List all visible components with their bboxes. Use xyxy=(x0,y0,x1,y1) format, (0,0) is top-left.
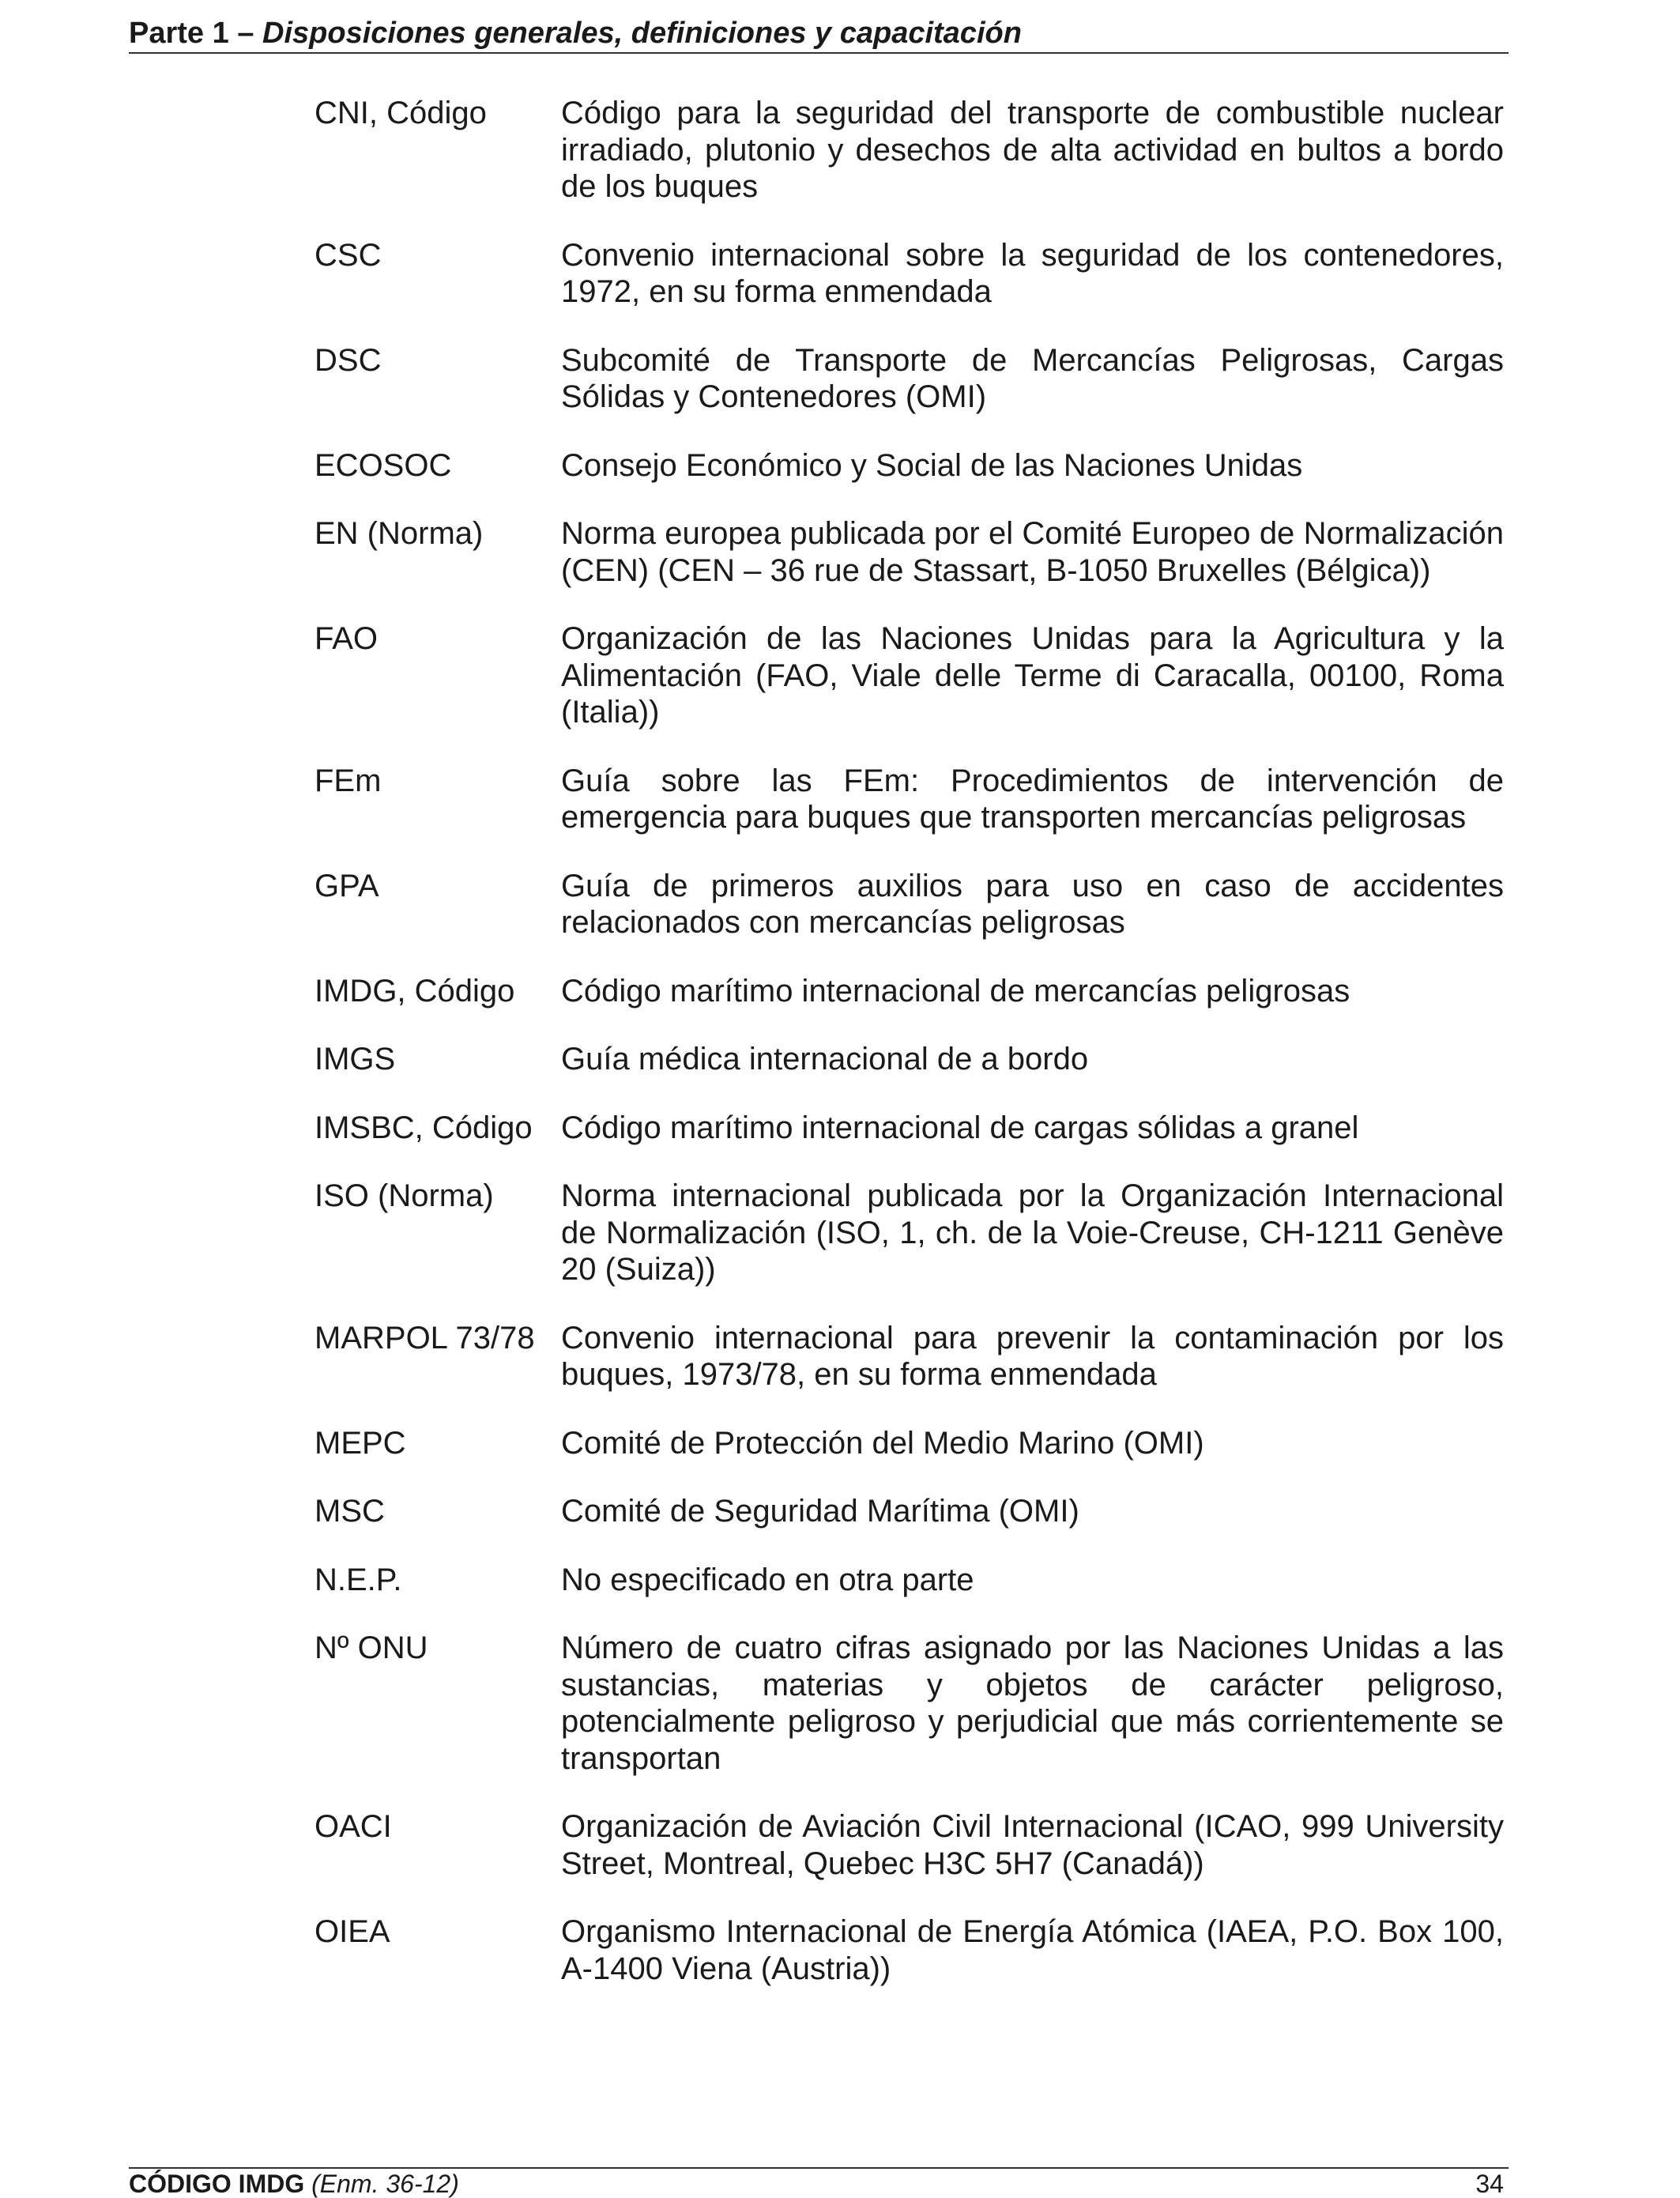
glossary-term: FAO xyxy=(315,621,379,656)
glossary-entry xyxy=(315,620,1504,731)
glossary-entry xyxy=(315,1808,1504,1882)
glossary-definition: Comité de Protección del Medio Marino (OMI) xyxy=(561,1425,1204,1461)
glossary-term: ISO (Norma) xyxy=(315,1178,494,1213)
page-number: 34 xyxy=(1475,2170,1504,2198)
glossary-term: MEPC xyxy=(315,1425,406,1461)
glossary-entry xyxy=(315,342,1504,416)
glossary-entry xyxy=(315,237,1504,311)
glossary-entry xyxy=(315,1425,1504,1462)
glossary-entry xyxy=(315,868,1504,941)
glossary-term: MSC xyxy=(315,1494,385,1529)
running-header xyxy=(129,17,1509,54)
glossary-entry xyxy=(315,1913,1504,1987)
glossary-definition: Organismo Internacional de Energía Atómica (IAEA, P.O. Box 100, A-1400 Viena (Austria)) xyxy=(561,1914,1504,1986)
glossary-entry xyxy=(315,1041,1504,1078)
glossary-definition: Guía médica internacional de a bordo xyxy=(561,1042,1089,1076)
footer-reference xyxy=(129,2172,459,2196)
glossary-definition: Guía sobre las FEm: Procedimientos de intervención de emergencia para buques que transporten mercancías peligrosas xyxy=(561,763,1504,835)
glossary-term: OACI xyxy=(315,1809,392,1844)
glossary-entry xyxy=(315,1630,1504,1777)
glossary-definition: Organización de Aviación Civil Internacional (ICAO, 999 University Street, Montreal, Quebec H3C 5H7 (Canadá)) xyxy=(561,1809,1504,1881)
glossary-definition: Guía de primeros auxilios para uso en caso de accidentes relacionados con mercancías peligrosas xyxy=(561,868,1504,940)
glossary-term: FEm xyxy=(315,763,382,798)
glossary-definition: No especificado en otra parte xyxy=(561,1562,974,1597)
glossary-term: IMSBC, Código xyxy=(315,1110,533,1145)
header-separator: – xyxy=(237,17,254,50)
glossary-definition: Norma europea publicada por el Comité Europeo de Normalización (CEN) (CEN – 36 rue de Stassart, B-1050 Bruxelles (Bélgica)) xyxy=(561,516,1504,588)
glossary-entry xyxy=(315,763,1504,836)
glossary-definition: Código marítimo internacional de cargas sólidas a granel xyxy=(561,1110,1359,1145)
glossary-definition: Código marítimo internacional de mercancías peligrosas xyxy=(561,973,1350,1009)
glossary-term: ECOSOC xyxy=(315,447,452,483)
glossary-term: N.E.P. xyxy=(315,1562,402,1597)
glossary-entry xyxy=(315,95,1504,205)
glossary-definition: Código para la seguridad del transporte de combustible nuclear irradiado, plutonio y desechos de alta actividad en bultos a bordo de los buques xyxy=(561,96,1504,204)
header-part: Parte 1 xyxy=(129,17,229,50)
header-title: Disposiciones generales, definiciones y capacitación xyxy=(262,17,1022,50)
glossary-definition: Consejo Económico y Social de las Naciones Unidas xyxy=(561,447,1303,483)
glossary-term: EN (Norma) xyxy=(315,516,484,551)
glossary-entry xyxy=(315,515,1504,589)
glossary-definition: Convenio internacional sobre la seguridad de los contenedores, 1972, en su forma enmendada xyxy=(561,237,1504,309)
glossary-term: IMGS xyxy=(315,1042,396,1076)
running-footer xyxy=(129,2167,1509,2196)
glossary-entry xyxy=(315,973,1504,1010)
glossary-term: Nº ONU xyxy=(315,1631,428,1665)
glossary-entry xyxy=(315,1493,1504,1530)
glossary-definition: Norma internacional publicada por la Organización Internacional de Normalización (ISO, 1, ch. de la Voie-Creuse, CH-1211 Genève 20 (Suiza)) xyxy=(561,1178,1504,1287)
glossary-definition: Subcomité de Transporte de Mercancías Peligrosas, Cargas Sólidas y Contenedores (OMI) xyxy=(561,342,1504,414)
glossary-term: MARPOL 73/78 xyxy=(315,1320,535,1355)
footer-code: CÓDIGO IMDG xyxy=(129,2170,305,2198)
glossary-term: OIEA xyxy=(315,1914,390,1949)
glossary-entry xyxy=(315,1178,1504,1288)
glossary-definition: Convenio internacional para prevenir la contaminación por los buques, 1973/78, en su forma enmendada xyxy=(561,1320,1504,1392)
glossary-entry xyxy=(315,447,1504,484)
glossary-term: DSC xyxy=(315,342,382,378)
glossary-term: IMDG, Código xyxy=(315,973,515,1009)
glossary-entry xyxy=(315,1320,1504,1393)
glossary-entry xyxy=(315,1562,1504,1599)
glossary-term: CNI, Código xyxy=(315,96,487,130)
glossary-definition: Comité de Seguridad Marítima (OMI) xyxy=(561,1494,1079,1529)
abbreviations-glossary xyxy=(315,95,1504,1987)
footer-amendment: (Enm. 36-12) xyxy=(311,2170,459,2198)
glossary-definition: Número de cuatro cifras asignado por las Naciones Unidas a las sustancias, materias y objetos de carácter peligroso, potencialmente peligroso y perjudicial que más corrientemente se transportan xyxy=(561,1631,1504,1776)
glossary-term: CSC xyxy=(315,237,382,273)
glossary-definition: Organización de las Naciones Unidas para la Agricultura y la Alimentación (FAO, Viale delle Terme di Caracalla, 00100, Roma (Italia)) xyxy=(561,621,1504,730)
glossary-term: GPA xyxy=(315,868,379,903)
glossary-entry xyxy=(315,1110,1504,1147)
